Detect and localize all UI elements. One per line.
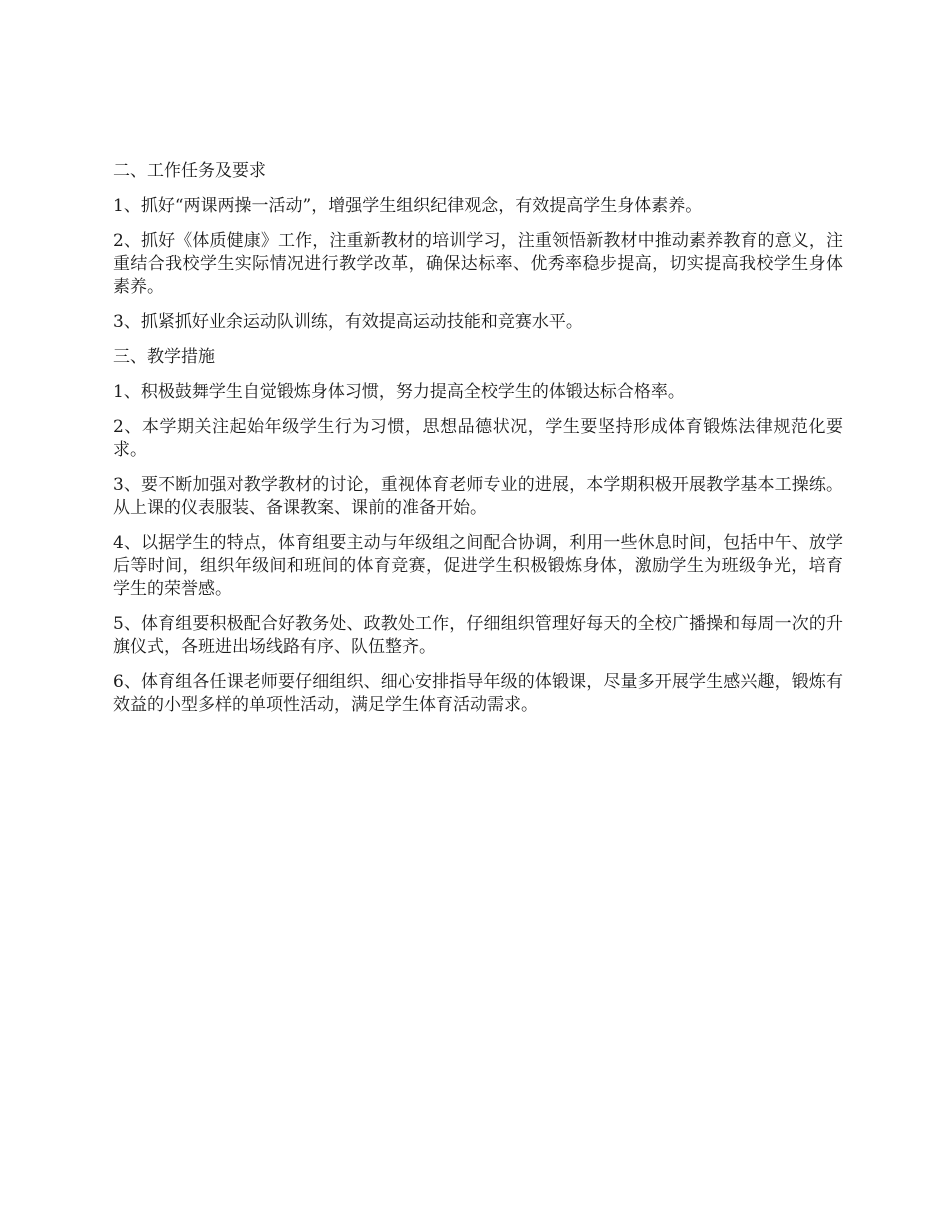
paragraph-measure-2: 2、本学期关注起始年级学生行为习惯，思想品德状况，学生要坚持形成体育锻炼法律规范化要求。: [113, 417, 843, 460]
paragraph-measure-1: 1、积极鼓舞学生自觉锻炼身体习惯，努力提高全校学生的体锻达标合格率。: [113, 382, 685, 402]
document-page: [113, 160, 843, 729]
paragraph-measure-6: 6、体育组各任课老师要仔细组织、细心安排指导年级的体锻课，尽量多开展学生感兴趣，锻炼有效益的小型多样的单项性活动，满足学生体育活动需求。: [113, 672, 843, 715]
paragraph-measure-3: 3、要不断加强对教学教材的讨论，重视体育老师专业的进展，本学期积极开展教学基本工操练。从上课的仪表服装、备课教案、课前的准备开始。: [113, 475, 843, 518]
section-heading-teaching-measures: 三、教学措施: [113, 347, 215, 367]
paragraph-measure-5: 5、体育组要积极配合好教务处、政教处工作，仔细组织管理好每天的全校广播操和每周一次的升旗仪式，各班进出场线路有序、队伍整齐。: [113, 614, 843, 657]
paragraph-task-2: 2、抓好《体质健康》工作，注重新教材的培训学习，注重领悟新教材中推动素养教育的意义，注重结合我校学生实际情况进行教学改革，确保达标率、优秀率稳步提高，切实提高我校学生身体素养。: [113, 231, 843, 297]
paragraph-measure-4: 4、以据学生的特点，体育组要主动与年级组之间配合协调，利用一些休息时间，包括中午、放学后等时间，组织年级间和班间的体育竞赛，促进学生积极锻炼身体，激励学生为班级争光，培育学生的荣誉感。: [113, 533, 843, 599]
section-heading-work-tasks: 二、工作任务及要求: [113, 161, 266, 181]
paragraph-task-3: 3、抓紧抓好业余运动队训练，有效提高运动技能和竞赛水平。: [113, 312, 583, 332]
paragraph-task-1: 1、抓好“两课两操一活动”，增强学生组织纪律观念，有效提高学生身体素养。: [113, 196, 703, 216]
